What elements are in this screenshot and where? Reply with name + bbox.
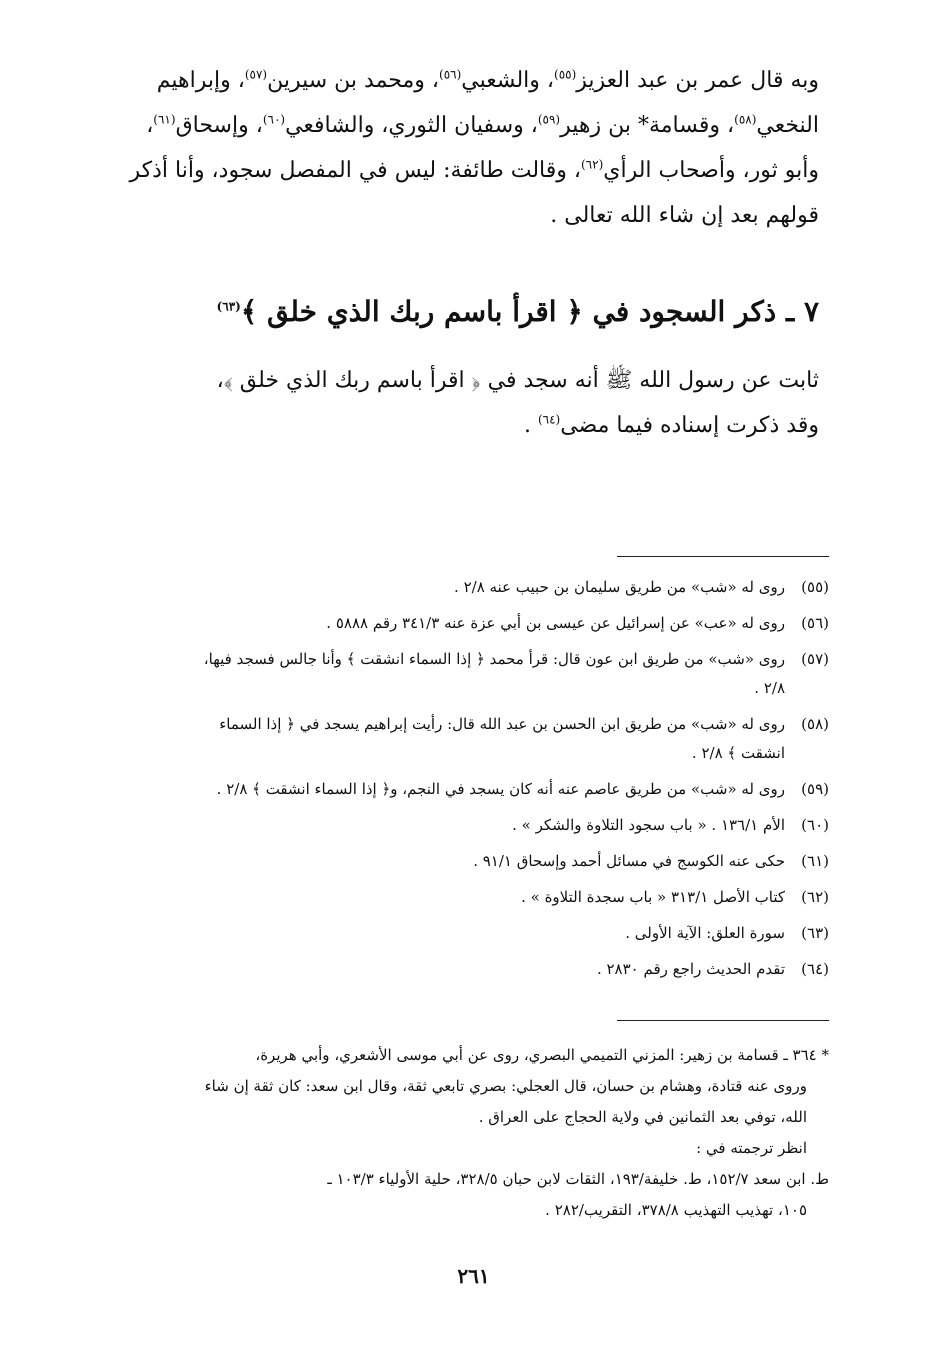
paragraph-line: قولهم بعد إن شاء الله تعالى . [550, 203, 819, 228]
footnote-line: ٢/٨ . [754, 679, 785, 697]
footnote-reference: (٦٤) [537, 412, 561, 427]
footnote-reference: (٦٢) [580, 157, 604, 172]
paragraph-line: النخعي$^{(٥٨)}$، وقسامة* بن زهير$^{(٥٩)}$، وسفيان الثوري، والشافعي$^{(٦٠)}$، وإسحاق$^{(٦١)}$، [146, 112, 819, 138]
footnote-text [129, 775, 785, 804]
paragraph-line: ثابت عن رسول الله ﷺ أنه سجد في ﴿ اقرأ باسم ربك الذي خلق ﴾، [216, 368, 819, 393]
footnote-line: روى «شب» من طريق ابن عون قال: قرأ محمد ﴿ إذا السماء انشقت ﴾ وأنا جالس فسجد فيها، [203, 650, 785, 668]
biography-note [129, 1040, 829, 1226]
footnote-57 [129, 645, 829, 703]
footnote-line: روى له «شب» من طريق عاصم عنه أنه كان يسجد في النجم، و﴿ إذا السماء انشقت ﴾ ٢/٨ . [216, 780, 785, 798]
footnote-line: انشقت ﴾ ٢/٨ . [691, 744, 785, 762]
footnote-number: (٦١) [801, 852, 829, 870]
paragraph-line: وبه قال عمر بن عبد العزيز$^{(٥٥)}$، والشعبي$^{(٥٦)}$، ومحمد بن سيرين$^{(٥٧)}$، وإبراهيم [156, 67, 819, 93]
footnote-line: روى له «شب» من طريق سليمان بن حبيب عنه ٢/٨ . [454, 578, 785, 596]
footnote-62 [129, 883, 829, 912]
footnote-line: الأم ١٣٦/١ . « باب سجود التلاوة والشكر » . [512, 816, 785, 834]
biography-line: ١٠٥، تهذيب التهذيب ٣٧٨/٨، التقريب/٢٨٢ . [545, 1201, 807, 1219]
footnote-text [129, 847, 785, 876]
footnote-line: روى له «شب» من طريق ابن الحسن بن عبد الله قال: رأيت إبراهيم يسجد في ﴿ إذا السماء [219, 715, 785, 733]
footnote-text [129, 883, 785, 912]
page-number: ٢٦١ [457, 1264, 490, 1288]
paragraph-line: وقد ذكرت إسناده فيما مضى$^{(٦٤)}$ . [523, 412, 819, 438]
footnote-number: (٦٢) [801, 888, 829, 906]
footnote-60 [129, 811, 829, 840]
footnote-line: سورة العلق: الآية الأولى . [625, 924, 785, 942]
footnote-number: (٥٩) [801, 780, 829, 798]
footnote-line: تقدم الحديث راجع رقم ٢٨٣٠ . [596, 960, 785, 978]
footnotes-divider [617, 556, 829, 557]
footnote-number: (٦٤) [801, 960, 829, 978]
footnote-number: (٦٣) [801, 924, 829, 942]
footnote-reference: (٦٣) [216, 299, 241, 314]
footnote-text [129, 919, 785, 948]
footnotes-list [129, 573, 829, 991]
footnote-56 [129, 609, 829, 638]
footnote-number: (٥٨) [801, 715, 829, 733]
footnote-63 [129, 919, 829, 948]
footnote-line: روى له «عب» عن إسرائيل عن عيسى بن أبي عزة عنه ٣٤١/٣ رقم ٥٨٨٨ . [326, 614, 785, 632]
biography-line: وروى عنه قتادة، وهشام بن حسان، قال العجلي: بصري تابعي ثقة، وقال ابن سعد: كان ثقة إن شاء [204, 1077, 807, 1095]
footnote-line: كتاب الأصل ٣١٣/١ « باب سجدة التلاوة » . [521, 888, 785, 906]
footnote-text [129, 955, 785, 984]
footnote-line: حكى عنه الكوسج في مسائل أحمد وإسحاق ٩١/١ . [473, 852, 785, 870]
section-paragraph [127, 358, 819, 448]
biography-line: * ٣٦٤ ـ قسامة بن زهير: المزني التميمي البصري، روى عن أبي موسى الأشعري، وأبي هريرة، [255, 1046, 829, 1064]
footnote-reference: (٦١) [153, 112, 176, 127]
footnote-reference: (٦٠) [262, 112, 286, 127]
footnote-number: (٥٦) [801, 614, 829, 632]
footnote-59 [129, 775, 829, 804]
footnote-55 [129, 573, 829, 602]
section-heading: ٧ ـ ذكر السجود في ﴿ اقرأ باسم ربك الذي خلق ﴾$^{(٦٣)}$ [216, 295, 819, 328]
footnote-number: (٥٧) [801, 650, 829, 668]
footnote-64 [129, 955, 829, 984]
footnote-reference: (٥٦) [439, 67, 462, 82]
main-paragraph [127, 58, 819, 238]
footnote-reference: (٥٥) [554, 67, 577, 82]
footnote-text [129, 645, 785, 703]
footnote-text [129, 573, 785, 602]
footnote-text [129, 710, 785, 768]
footnote-reference: (٥٩) [537, 112, 561, 127]
paragraph-line: وأبو ثور، وأصحاب الرأي$^{(٦٢)}$، وقالت طائفة: ليس في المفصل سجود، وأنا أذكر [129, 157, 819, 183]
footnote-text [129, 811, 785, 840]
footnote-58 [129, 710, 829, 768]
biography-line: انظر ترجمته في : [696, 1139, 807, 1157]
footnote-reference: (٥٧) [244, 67, 268, 82]
footnote-number: (٥٥) [801, 578, 829, 596]
biography-line: الله، توفي بعد الثمانين في ولاية الحجاج على العراق . [478, 1108, 807, 1126]
biography-line: ط. ابن سعد ١٥٢/٧، ط. خليفة/١٩٣، الثقات لابن حبان ٣٢٨/٥، حلية الأولياء ١٠٣/٣ ـ [327, 1170, 829, 1188]
footnote-text [129, 609, 785, 638]
footnote-reference: (٥٨) [734, 112, 757, 127]
footnote-number: (٦٠) [801, 816, 829, 834]
biography-divider [617, 1020, 829, 1021]
footnote-61 [129, 847, 829, 876]
